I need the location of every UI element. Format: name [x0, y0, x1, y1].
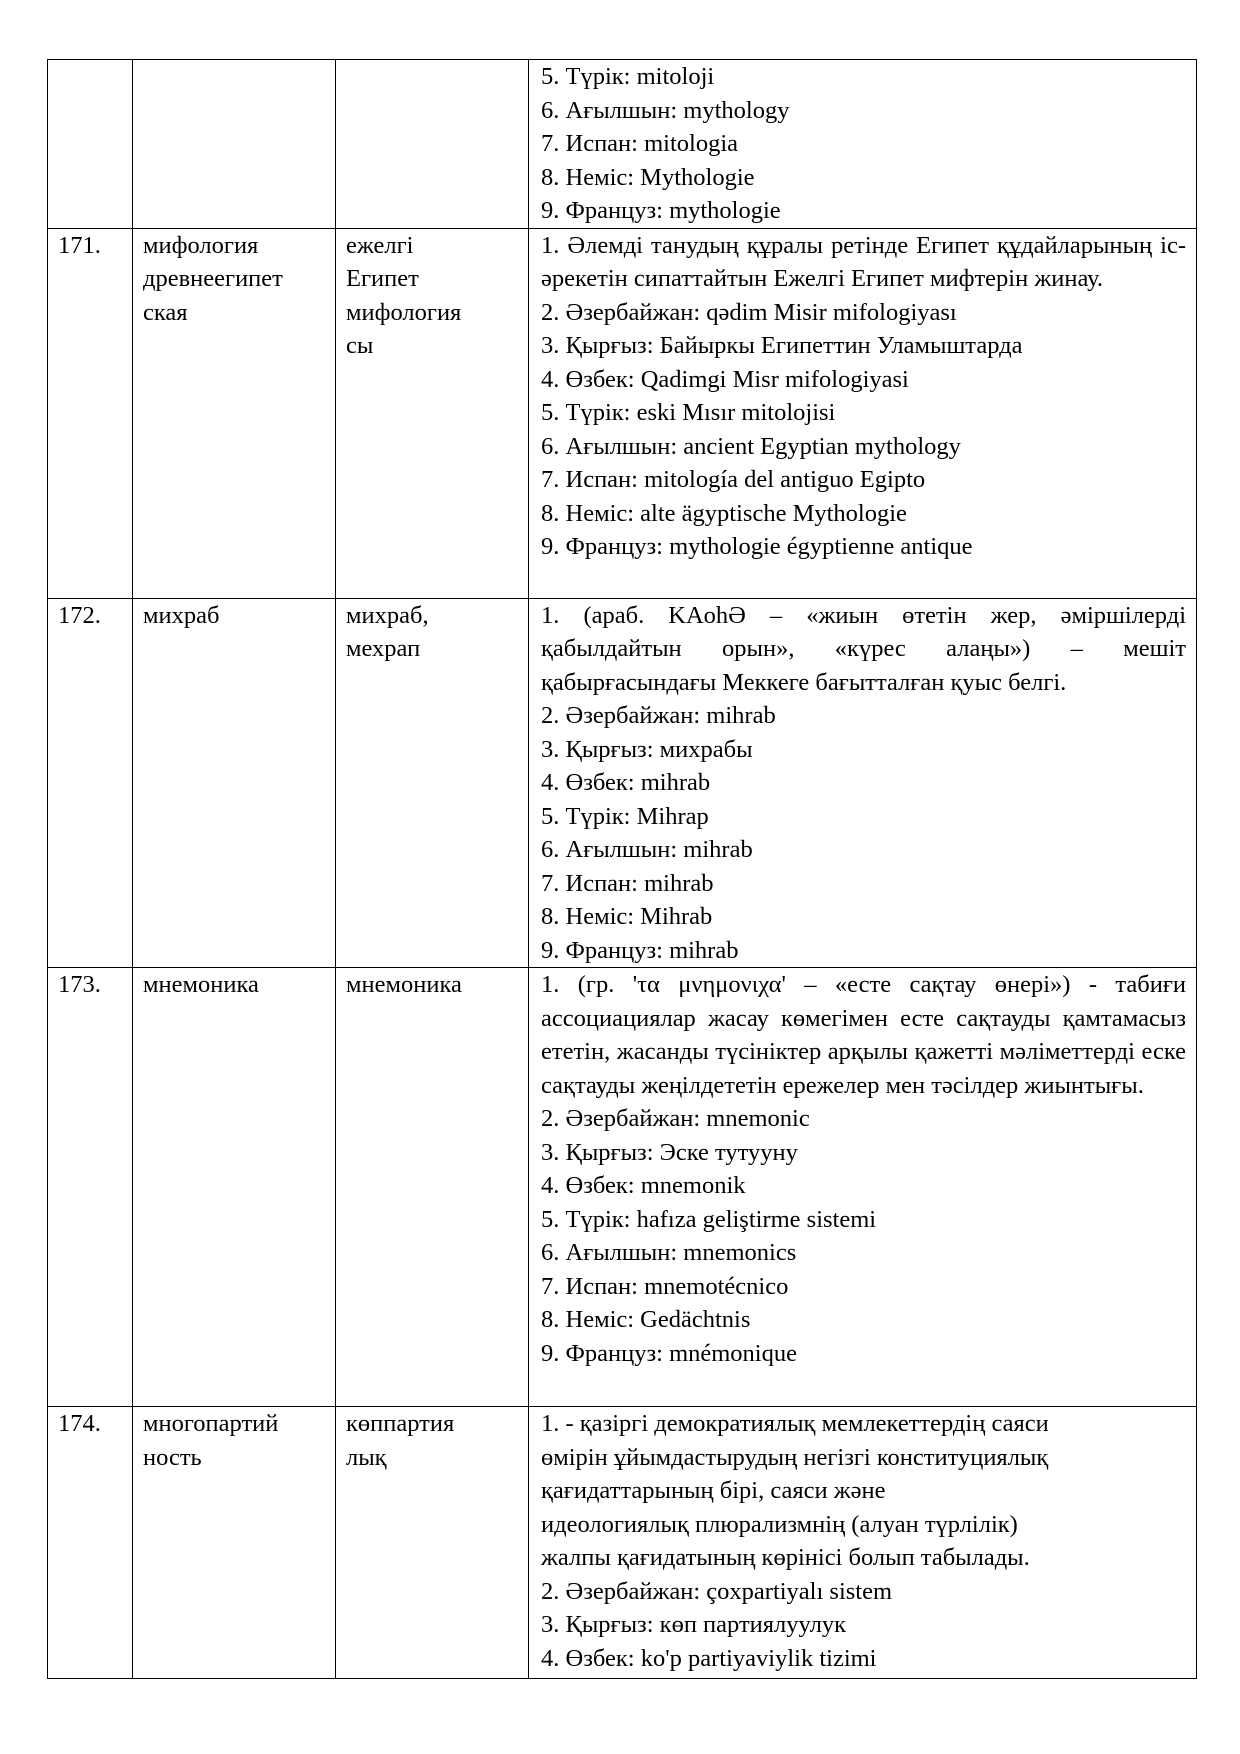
definition-cell [529, 1407, 1197, 1679]
kazakh-term-cell [336, 968, 529, 1407]
translation-line: 8. Неміс: Gedächtnis [541, 1306, 751, 1333]
kazakh-term: сы [346, 332, 374, 359]
translation-line: 4. Өзбек: mihrab [541, 769, 711, 796]
translation-line: 4. Өзбек: ko'p partiyaviylik tizimi [541, 1644, 877, 1672]
table-row [48, 1407, 1197, 1679]
kazakh-term: михраб, [346, 601, 429, 629]
translation-line: 5. Түрік: mitoloji [541, 63, 715, 90]
kazakh-term: Египет [346, 265, 419, 292]
kazakh-term: лық [346, 1443, 387, 1471]
definition-line: жалпы қағидатының көрінісі болып табылады. [541, 1544, 1030, 1571]
definition-text: 1. (араб. KAohӘ – «жиын өтетін жер, әміршілерді қабылдайтын орын», «күрес алаңы») – мешіт қабырғасындағы Меккеге бағытталған қуыс белгі. [541, 601, 1186, 696]
table-row [48, 60, 1197, 229]
entry-number: 173. [48, 968, 133, 1407]
definition-line: 1. - қазіргі демократиялық мемлекеттердің саяси [541, 1410, 1049, 1437]
translation-line: 7. Испан: mnemotécnico [541, 1272, 789, 1300]
russian-term: михраб [143, 601, 220, 629]
translation-line: 6. Ағылшын: ancient Egyptian mythology [541, 432, 961, 460]
translation-line: 5. Түрік: Mihrap [541, 802, 709, 830]
translation-line: 2. Әзербайжан: mnemonic [541, 1105, 810, 1132]
translation-line: 3. Қырғыз: көп партиялуулук [541, 1611, 847, 1638]
translation-line: 5. Түрік: eski Mısır mitolojisi [541, 399, 836, 426]
dictionary-table [47, 59, 1197, 1679]
translation-line: 6. Ағылшын: mnemonics [541, 1239, 797, 1266]
russian-term-cell [133, 1407, 336, 1679]
kazakh-term: көппартия [346, 1410, 455, 1437]
translation-line: 5. Түрік: hafıza geliştirme sistemi [541, 1205, 877, 1233]
translation-line: 9. Француз: mythologie égyptienne antique [541, 533, 973, 560]
entry-number-cell [48, 60, 133, 229]
kazakh-term: мифология [346, 298, 462, 326]
translation-line: 9. Француз: mihrab [541, 936, 739, 964]
translation-line: 6. Ағылшын: mythology [541, 96, 790, 124]
kazakh-term: ежелгі [346, 231, 414, 259]
kazakh-term-cell [336, 1407, 529, 1679]
entry-number: 171. [48, 228, 133, 598]
definition-text: 1. Әлемді танудың құралы ретінде Египет құдайларының іс-әрекетін сипаттайтын Ежелгі Египет мифтерін жинау. [541, 231, 1186, 292]
translation-line: 2. Әзербайжан: mihrab [541, 702, 776, 729]
translation-line: 8. Неміс: Mihrab [541, 903, 713, 930]
definition-cell [529, 968, 1197, 1407]
table-row [48, 968, 1197, 1407]
translation-line: 2. Әзербайжан: çoxpartiyalı sistem [541, 1577, 893, 1605]
definition-cell [529, 598, 1197, 968]
translation-line: 9. Француз: mnémonique [541, 1339, 797, 1367]
russian-term-cell [133, 60, 336, 229]
definition-cell [529, 60, 1197, 229]
translation-line: 3. Қырғыз: Эске тутууну [541, 1138, 798, 1166]
definition-line: идеологиялық плюрализмнің (алуан түрлілік) [541, 1510, 1018, 1538]
translation-line: 2. Әзербайжан: qədim Misir mifologiyası [541, 298, 957, 326]
translation-line: 8. Неміс: Mythologie [541, 163, 755, 191]
entry-number: 174. [48, 1407, 133, 1679]
kazakh-term-cell [336, 598, 529, 968]
translation-line: 7. Испан: mitologia [541, 130, 739, 157]
russian-term-cell [133, 598, 336, 968]
definition-cell [529, 228, 1197, 598]
russian-term-cell [133, 228, 336, 598]
russian-term: ская [143, 298, 188, 326]
translation-line: 3. Қырғыз: Байыркы Египеттин Уламыштарда [541, 332, 1023, 359]
definition-line: өмірін ұйымдастырудың негізгі конституциялық [541, 1443, 1049, 1471]
definition-text: 1. (гр. 'τα μνημονιχα' – «есте сақтау өнері») - табиғи ассоциациялар жасау көмегімен есте сақтауды қамтамасыз ететін, жасанды түсініктер арқылы қажетті мәліметтерді еске сақтауды жеңілдететін ережелер мен тәсілдер жиынтығы. [541, 971, 1186, 1099]
translation-line: 4. Өзбек: mnemonik [541, 1172, 746, 1199]
russian-term: многопартий [143, 1410, 279, 1437]
russian-term: ность [143, 1443, 202, 1471]
translation-line: 7. Испан: mitología del antiguo Egipto [541, 466, 926, 493]
russian-term: мнемоника [143, 971, 259, 998]
translation-line: 7. Испан: mihrab [541, 869, 714, 897]
russian-term: мифология [143, 231, 259, 259]
entry-number: 172. [48, 598, 133, 968]
table-row [48, 598, 1197, 968]
table-row [48, 228, 1197, 598]
translation-line: 8. Неміс: alte ägyptische Mythologie [541, 499, 907, 527]
translation-line: 6. Ағылшын: mihrab [541, 836, 753, 863]
kazakh-term-cell [336, 60, 529, 229]
translation-line: 4. Өзбек: Qadimgi Misr mifologiyasi [541, 365, 909, 393]
kazakh-term: мнемоника [346, 971, 462, 998]
russian-term: древнеегипет [143, 265, 283, 292]
definition-line: қағидаттарының бірі, саяси және [541, 1477, 886, 1504]
russian-term-cell [133, 968, 336, 1407]
translation-line: 9. Француз: mythologie [541, 197, 781, 224]
kazakh-term: мехрап [346, 635, 421, 662]
kazakh-term-cell [336, 228, 529, 598]
translation-line: 3. Қырғыз: михрабы [541, 735, 753, 763]
